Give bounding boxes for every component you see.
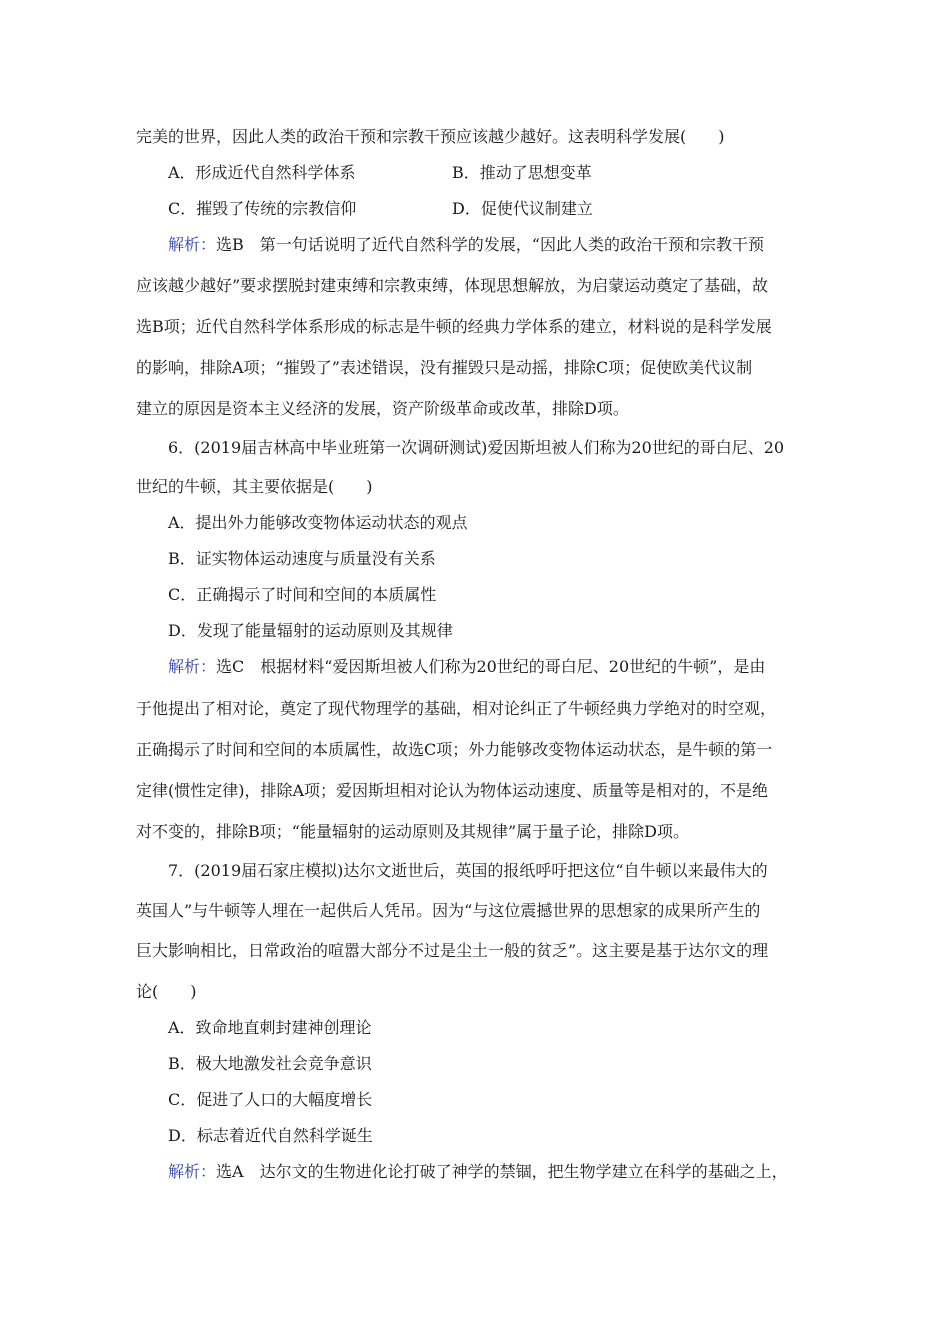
q6-analysis-line-2: 于他提出了相对论，奠定了现代物理学的基础，相对论纠正了牛顿经典力学绝对的时空观， xyxy=(136,699,777,718)
q5-option-d: D．促使代议制建立 xyxy=(452,199,593,218)
q7-analysis-line-1: 解析：选A 达尔文的生物进化论打破了神学的禁锢，把生物学建立在科学的基础之上， xyxy=(168,1162,788,1181)
q6-analysis-line-4: 定律(惯性定律)，排除A项；爱因斯坦相对论认为物体运动速度、质量等是相对的，不是绝 xyxy=(136,781,769,800)
q6-option-d: D．发现了能量辐射的运动原则及其规律 xyxy=(168,621,453,640)
q5-option-c: C．摧毁了传统的宗教信仰 xyxy=(168,199,357,218)
q6-analysis-label: 解析： xyxy=(168,657,217,676)
q7-stem-line-1: 7．(2019届石家庄模拟)达尔文逝世后，英国的报纸呼吁把这位“自牛顿以来最伟大的 xyxy=(168,861,768,880)
q6-analysis-line-1: 解析：选C 根据材料“爱因斯坦被人们称为20世纪的哥白尼、20世纪的牛顿”，是由 xyxy=(168,657,766,676)
q7-analysis-label: 解析： xyxy=(168,1162,217,1181)
q6-option-a: A．提出外力能够改变物体运动状态的观点 xyxy=(168,513,468,532)
q6-analysis-line-5: 对不变的，排除B项；“能量辐射的运动原则及其规律”属于量子论，排除D项。 xyxy=(136,822,689,841)
q5-option-b: B．推动了思想变革 xyxy=(452,163,592,182)
q6-option-b: B．证实物体运动速度与质量没有关系 xyxy=(168,549,436,568)
q5-option-a: A．形成近代自然科学体系 xyxy=(168,163,356,182)
q6-stem-line-1: 6．(2019届吉林高中毕业班第一次调研测试)爱因斯坦被人们称为20世纪的哥白尼、20 xyxy=(168,438,785,457)
q7-stem-line-3: 巨大影响相比，日常政治的喧嚣大部分不过是尘土一般的贫乏”。这主要是基于达尔文的理 xyxy=(136,941,769,960)
q7-option-c: C．促进了人口的大幅度增长 xyxy=(168,1090,373,1109)
q7-option-b: B．极大地激发社会竞争意识 xyxy=(168,1054,372,1073)
q6-option-c: C．正确揭示了时间和空间的本质属性 xyxy=(168,585,437,604)
q6-stem-line-2: 世纪的牛顿，其主要依据是( ) xyxy=(136,477,373,496)
q5-options-row-2 xyxy=(168,197,593,221)
q7-option-d: D．标志着近代自然科学诞生 xyxy=(168,1126,373,1145)
q7-stem-line-2: 英国人”与牛顿等人埋在一起供后人凭吊。因为“与这位震撼世界的思想家的成果所产生的 xyxy=(136,901,761,920)
q6-analysis-line-3: 正确揭示了时间和空间的本质属性，故选C项；外力能够改变物体运动状态，是牛顿的第一 xyxy=(136,740,773,759)
q5-stem: 完美的世界，因此人类的政治干预和宗教干预应该越少越好。这表明科学发展( ) xyxy=(136,127,725,146)
q7-stem-line-4: 论( ) xyxy=(136,982,197,1001)
q5-analysis-line-3: 选B项；近代自然科学体系形成的标志是牛顿的经典力学体系的建立，材料说的是科学发展 xyxy=(136,317,772,336)
q5-analysis-line-5: 建立的原因是资本主义经济的发展，资产阶级革命或改革，排除D项。 xyxy=(136,399,629,418)
q7-option-a: A．致命地直刺封建神创理论 xyxy=(168,1018,372,1037)
q5-analysis-label: 解析： xyxy=(168,235,217,254)
q5-analysis-line-1: 解析：选B 第一句话说明了近代自然科学的发展，“因此人类的政治干预和宗教干预 xyxy=(168,235,764,254)
q5-options-row-1 xyxy=(168,161,592,185)
q5-analysis-line-4: 的影响，排除A项；“摧毁了”表述错误，没有摧毁只是动摇，排除C项；促使欧美代议制 xyxy=(136,358,753,377)
q5-analysis-line-2: 应该越少越好”要求摆脱封建束缚和宗教束缚，体现思想解放，为启蒙运动奠定了基础，故 xyxy=(136,276,769,295)
